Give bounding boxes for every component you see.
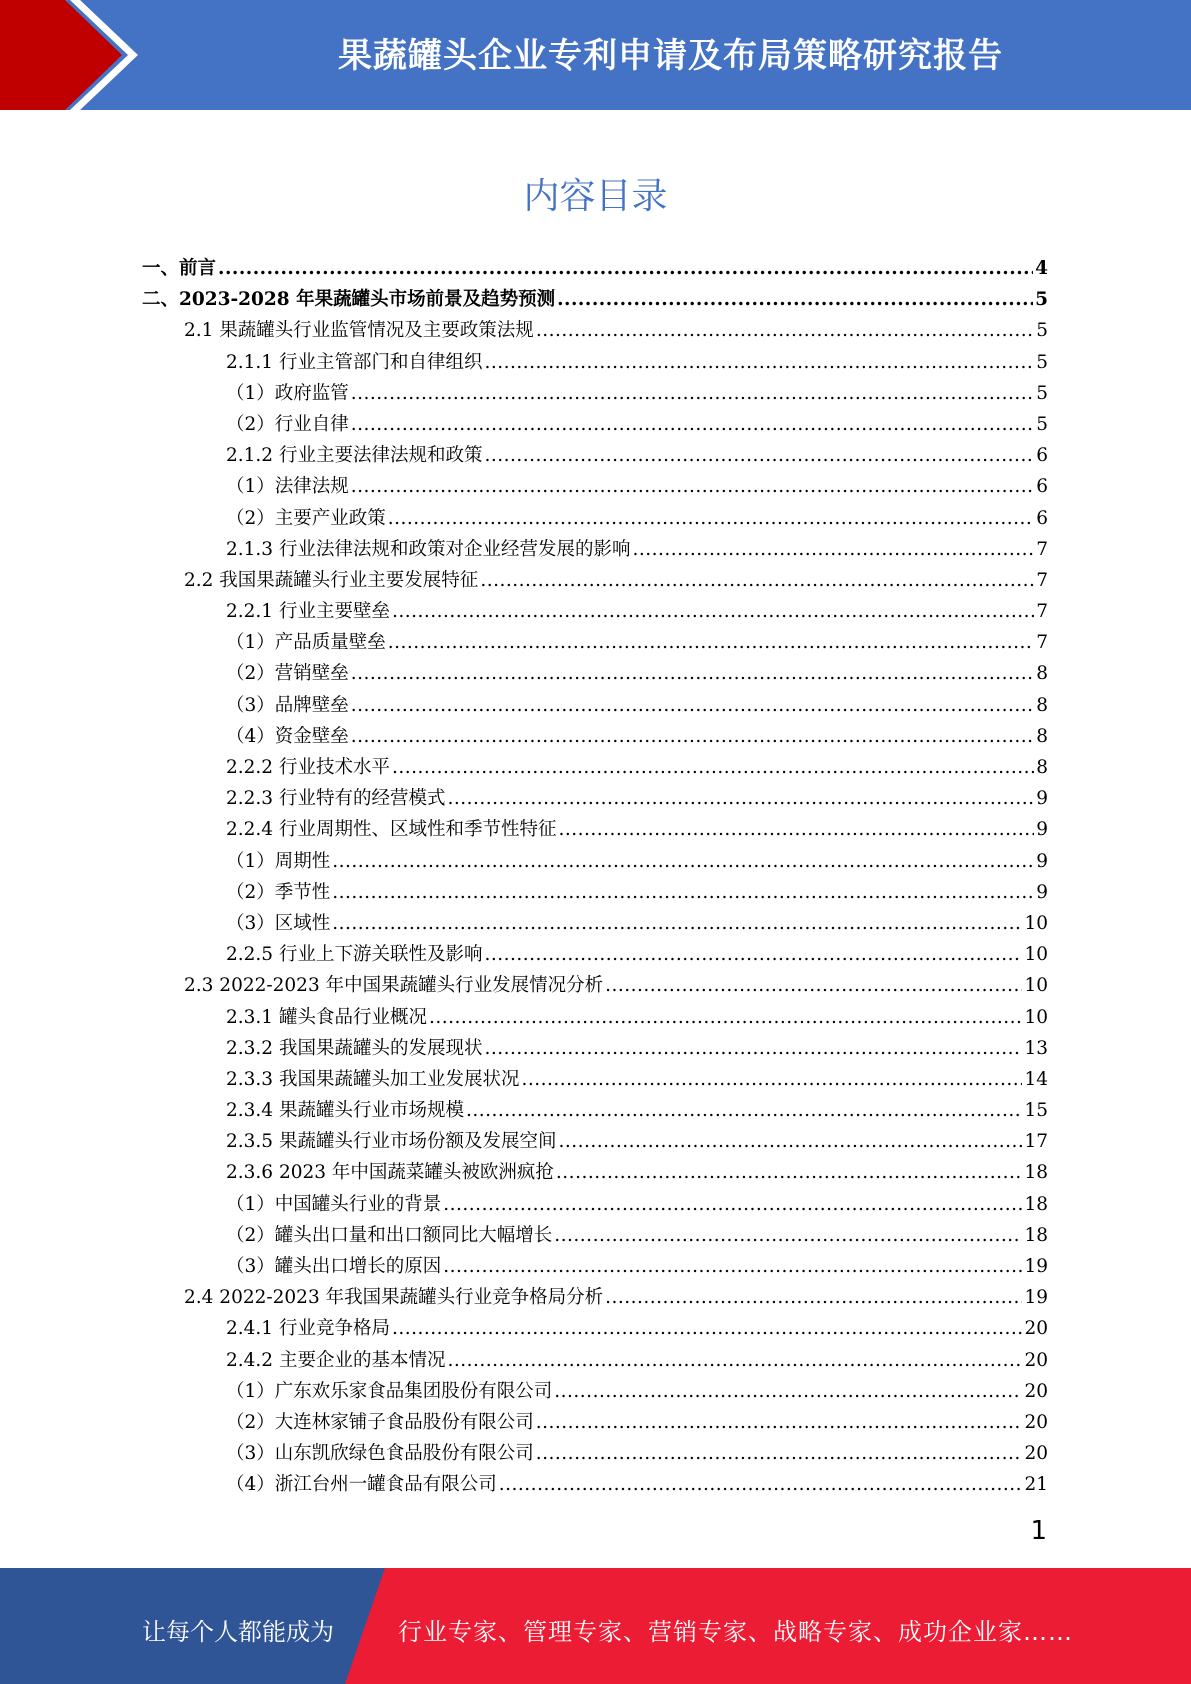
toc-dot-leader [332,913,1022,934]
toc-entry[interactable] [142,535,1048,566]
toc-dot-leader [536,320,1034,341]
toc-dot-leader [392,601,1034,622]
toc-dot-leader [632,539,1034,560]
toc-dot-leader [388,508,1034,529]
toc-heading: 内容目录 [523,176,668,217]
toc-entry-page: 5 [1036,413,1048,435]
toc-entry-page: 8 [1036,725,1048,747]
toc-entry-label: 二、2023-2028 年果蔬罐头市场前景及趋势预测 [142,289,556,311]
toc-entry-page: 14 [1024,1068,1048,1090]
footer-slogan-right: 行业专家、管理专家、营销专家、战略专家、成功企业家…… [398,1618,1073,1646]
toc-entry[interactable] [142,1096,1048,1127]
toc-entry-label: 2.1.3 行业法律法规和政策对企业经营发展的影响 [226,538,631,560]
toc-entry-label: （1）广东欢乐家食品集团股份有限公司 [226,1380,553,1402]
toc-dot-leader [605,1287,1022,1308]
toc-entry-label: 2.2.2 行业技术水平 [226,757,390,778]
header-arrow-decoration [0,0,150,110]
toc-entry-page: 4 [1035,258,1048,279]
toc-entry[interactable] [142,909,1048,940]
report-header [0,0,1191,110]
toc-dot-leader [392,1318,1022,1339]
toc-entry-page: 20 [1024,1349,1048,1371]
toc-entry-page: 5 [1036,320,1048,342]
report-title: 果蔬罐头企业专利申请及布局策略研究报告 [338,36,1003,76]
toc-dot-leader [484,1038,1022,1059]
toc-dot-leader [558,1131,1022,1152]
toc-dot-leader [558,819,1034,840]
toc-dot-leader [332,851,1034,872]
toc-entry[interactable] [142,847,1048,878]
toc-dot-leader [351,726,1034,747]
toc-entry[interactable] [142,659,1048,690]
toc-entry-label: （2）大连林家铺子食品股份有限公司 [226,1411,534,1433]
toc-dot-leader [443,1194,1022,1215]
toc-entry-page: 20 [1024,1380,1048,1402]
toc-entry[interactable] [142,1377,1048,1408]
toc-entry-page: 9 [1036,819,1048,841]
toc-entry-label: 2.3.4 果蔬罐头行业市场规模 [226,1100,464,1122]
toc-entry-label: 2.1.2 行业主要法律法规和政策 [226,445,483,467]
toc-entry-label: 2.3 2022-2023 年中国果蔬罐头行业发展情况分析 [184,975,604,997]
toc-entry-page: 18 [1024,1224,1048,1246]
toc-entry-label: 2.4 2022-2023 年我国果蔬罐头行业竞争格局分析 [184,1287,604,1309]
toc-entry[interactable] [142,1439,1048,1470]
toc-entry[interactable] [142,753,1048,784]
toc-entry-label: 2.4.1 行业竞争格局 [226,1318,390,1340]
toc-entry[interactable] [142,1283,1048,1314]
toc-dot-leader [351,695,1034,716]
toc-entry[interactable] [142,1158,1048,1189]
toc-entry[interactable] [142,1190,1048,1221]
toc-dot-leader [218,258,1033,279]
toc-entry-label: 2.3.5 果蔬罐头行业市场份额及发展空间 [226,1131,557,1153]
toc-entry[interactable] [142,566,1048,597]
toc-entry-label: （1）中国罐头行业的背景 [226,1193,442,1215]
footer-slogan-left: 让每个人都能成为 [142,1618,334,1646]
toc-entry[interactable] [142,316,1048,347]
toc-entry-page: 8 [1036,663,1048,685]
toc-entry[interactable] [142,441,1048,472]
toc-entry-page: 10 [1024,944,1048,966]
toc-entry-label: （3）罐头出口增长的原因 [226,1256,442,1277]
toc-entry[interactable] [142,1034,1048,1065]
toc-entry[interactable] [142,1221,1048,1252]
toc-entry[interactable] [142,348,1048,379]
toc-entry-label: 2.2 我国果蔬罐头行业主要发展特征 [184,569,479,591]
toc-entry[interactable] [142,410,1048,441]
toc-entry[interactable] [142,1003,1048,1034]
toc-dot-leader [554,1225,1022,1246]
toc-entry-label: （4）浙江台州一罐食品有限公司 [226,1474,497,1496]
table-of-contents [142,254,1048,1502]
toc-entry-page: 6 [1036,445,1048,467]
toc-dot-leader [554,1381,1022,1402]
toc-entry-label: 2.3.2 我国果蔬罐头的发展现状 [226,1037,483,1059]
toc-dot-leader [351,414,1034,435]
toc-entry-page: 20 [1024,1318,1048,1340]
toc-dot-leader [536,1412,1023,1433]
toc-entry-page: 10 [1024,1006,1048,1028]
toc-entry-label: 2.2.5 行业上下游关联性及影响 [226,944,483,966]
toc-entry-page: 21 [1024,1474,1048,1496]
toc-entry-page: 20 [1024,1411,1048,1433]
toc-entry-label: （1）政府监管 [226,382,349,404]
toc-entry-label: 2.2.4 行业周期性、区域性和季节性特征 [226,819,557,841]
toc-entry[interactable] [142,1127,1048,1158]
toc-dot-leader [484,445,1034,466]
toc-entry[interactable] [142,254,1048,285]
toc-entry-page: 18 [1024,1162,1048,1184]
toc-entry-label: （1）产品质量壁垒 [226,632,386,654]
toc-entry[interactable] [142,285,1048,316]
toc-dot-leader [351,663,1034,684]
toc-entry-label: 2.1 果蔬罐头行业监管情况及主要政策法规 [184,320,534,342]
toc-dot-leader [392,757,1034,778]
toc-entry-page: 5 [1036,351,1048,373]
toc-entry-page: 9 [1036,788,1048,810]
toc-dot-leader [499,1474,1023,1495]
toc-dot-leader [556,1162,1023,1183]
toc-entry[interactable] [142,1408,1048,1439]
toc-entry[interactable] [142,940,1048,971]
toc-entry-label: （2）行业自律 [226,413,349,435]
toc-entry[interactable] [142,1470,1048,1501]
toc-entry-page: 17 [1024,1131,1048,1153]
toc-entry[interactable] [142,1252,1048,1283]
toc-entry[interactable] [142,1065,1048,1096]
toc-entry-label: （2）主要产业政策 [226,507,386,529]
toc-dot-leader [351,476,1034,497]
toc-entry-page: 8 [1036,757,1048,778]
toc-dot-leader [332,882,1034,903]
toc-entry-page: 9 [1036,850,1048,872]
toc-entry[interactable] [142,722,1048,753]
toc-entry-page: 10 [1024,975,1048,997]
toc-entry-label: （4）资金壁垒 [226,725,349,747]
page-number: 1 [1030,1516,1047,1546]
toc-entry-page: 7 [1036,632,1048,654]
toc-entry-label: （3）山东凯欣绿色食品股份有限公司 [226,1443,534,1465]
toc-entry-label: （3）区域性 [226,912,331,934]
toc-entry[interactable] [142,971,1048,1002]
toc-entry[interactable] [142,504,1048,535]
toc-entry-label: 2.2.3 行业特有的经营模式 [226,788,446,810]
toc-entry-label: （2）营销壁垒 [226,663,349,685]
toc-dot-leader [351,383,1034,404]
toc-dot-leader [521,1069,1022,1090]
toc-entry[interactable] [142,691,1048,722]
toc-entry-page: 20 [1024,1443,1048,1465]
toc-entry-label: （2）罐头出口量和出口额同比大幅增长 [226,1224,553,1246]
toc-entry-label: 2.3.3 我国果蔬罐头加工业发展状况 [226,1068,520,1090]
toc-entry-page: 6 [1036,476,1048,498]
toc-entry[interactable] [142,628,1048,659]
toc-entry-page: 7 [1036,538,1048,560]
toc-entry-page: 9 [1036,881,1048,903]
toc-entry-label: 2.3.1 罐头食品行业概况 [226,1006,427,1028]
toc-entry-label: 2.4.2 主要企业的基本情况 [226,1349,446,1371]
toc-entry-page: 6 [1036,507,1048,529]
toc-entry[interactable] [142,815,1048,846]
report-footer [0,1568,1191,1684]
toc-entry[interactable] [142,784,1048,815]
toc-entry-page: 18 [1024,1193,1048,1215]
toc-entry-page: 13 [1024,1037,1048,1059]
toc-entry[interactable] [142,379,1048,410]
toc-entry[interactable] [142,597,1048,628]
toc-dot-leader [443,1256,1022,1277]
toc-entry[interactable] [142,472,1048,503]
toc-entry-page: 5 [1035,289,1048,311]
toc-entry-label: 2.2.1 行业主要壁垒 [226,601,390,623]
toc-dot-leader [388,632,1034,653]
toc-dot-leader [447,788,1034,809]
toc-entry-label: （1）法律法规 [226,476,349,498]
toc-dot-leader [557,289,1033,310]
toc-entry[interactable] [142,1346,1048,1377]
toc-dot-leader [429,1007,1022,1028]
toc-entry-page: 5 [1036,382,1048,404]
toc-entry-label: （1）周期性 [226,850,331,872]
toc-dot-leader [447,1350,1022,1371]
toc-dot-leader [466,1100,1022,1121]
toc-dot-leader [484,352,1034,373]
toc-entry-label: （2）季节性 [226,881,331,903]
toc-entry-page: 8 [1036,694,1048,716]
toc-entry[interactable] [142,878,1048,909]
toc-entry-page: 15 [1024,1100,1048,1122]
toc-entry-label: 一、前言 [142,258,217,279]
toc-entry-page: 19 [1024,1287,1048,1309]
toc-entry-page: 19 [1024,1256,1048,1277]
toc-entry-page: 10 [1024,912,1048,934]
toc-dot-leader [536,1443,1023,1464]
toc-entry-page: 7 [1036,601,1048,623]
toc-entry-label: （3）品牌壁垒 [226,694,349,716]
toc-entry-label: 2.3.6 2023 年中国蔬菜罐头被欧洲疯抢 [226,1162,554,1184]
toc-dot-leader [480,570,1034,591]
toc-dot-leader [484,944,1022,965]
toc-entry-page: 7 [1036,569,1048,591]
toc-dot-leader [605,975,1022,996]
toc-entry[interactable] [142,1314,1048,1345]
toc-entry-label: 2.1.1 行业主管部门和自律组织 [226,351,483,373]
